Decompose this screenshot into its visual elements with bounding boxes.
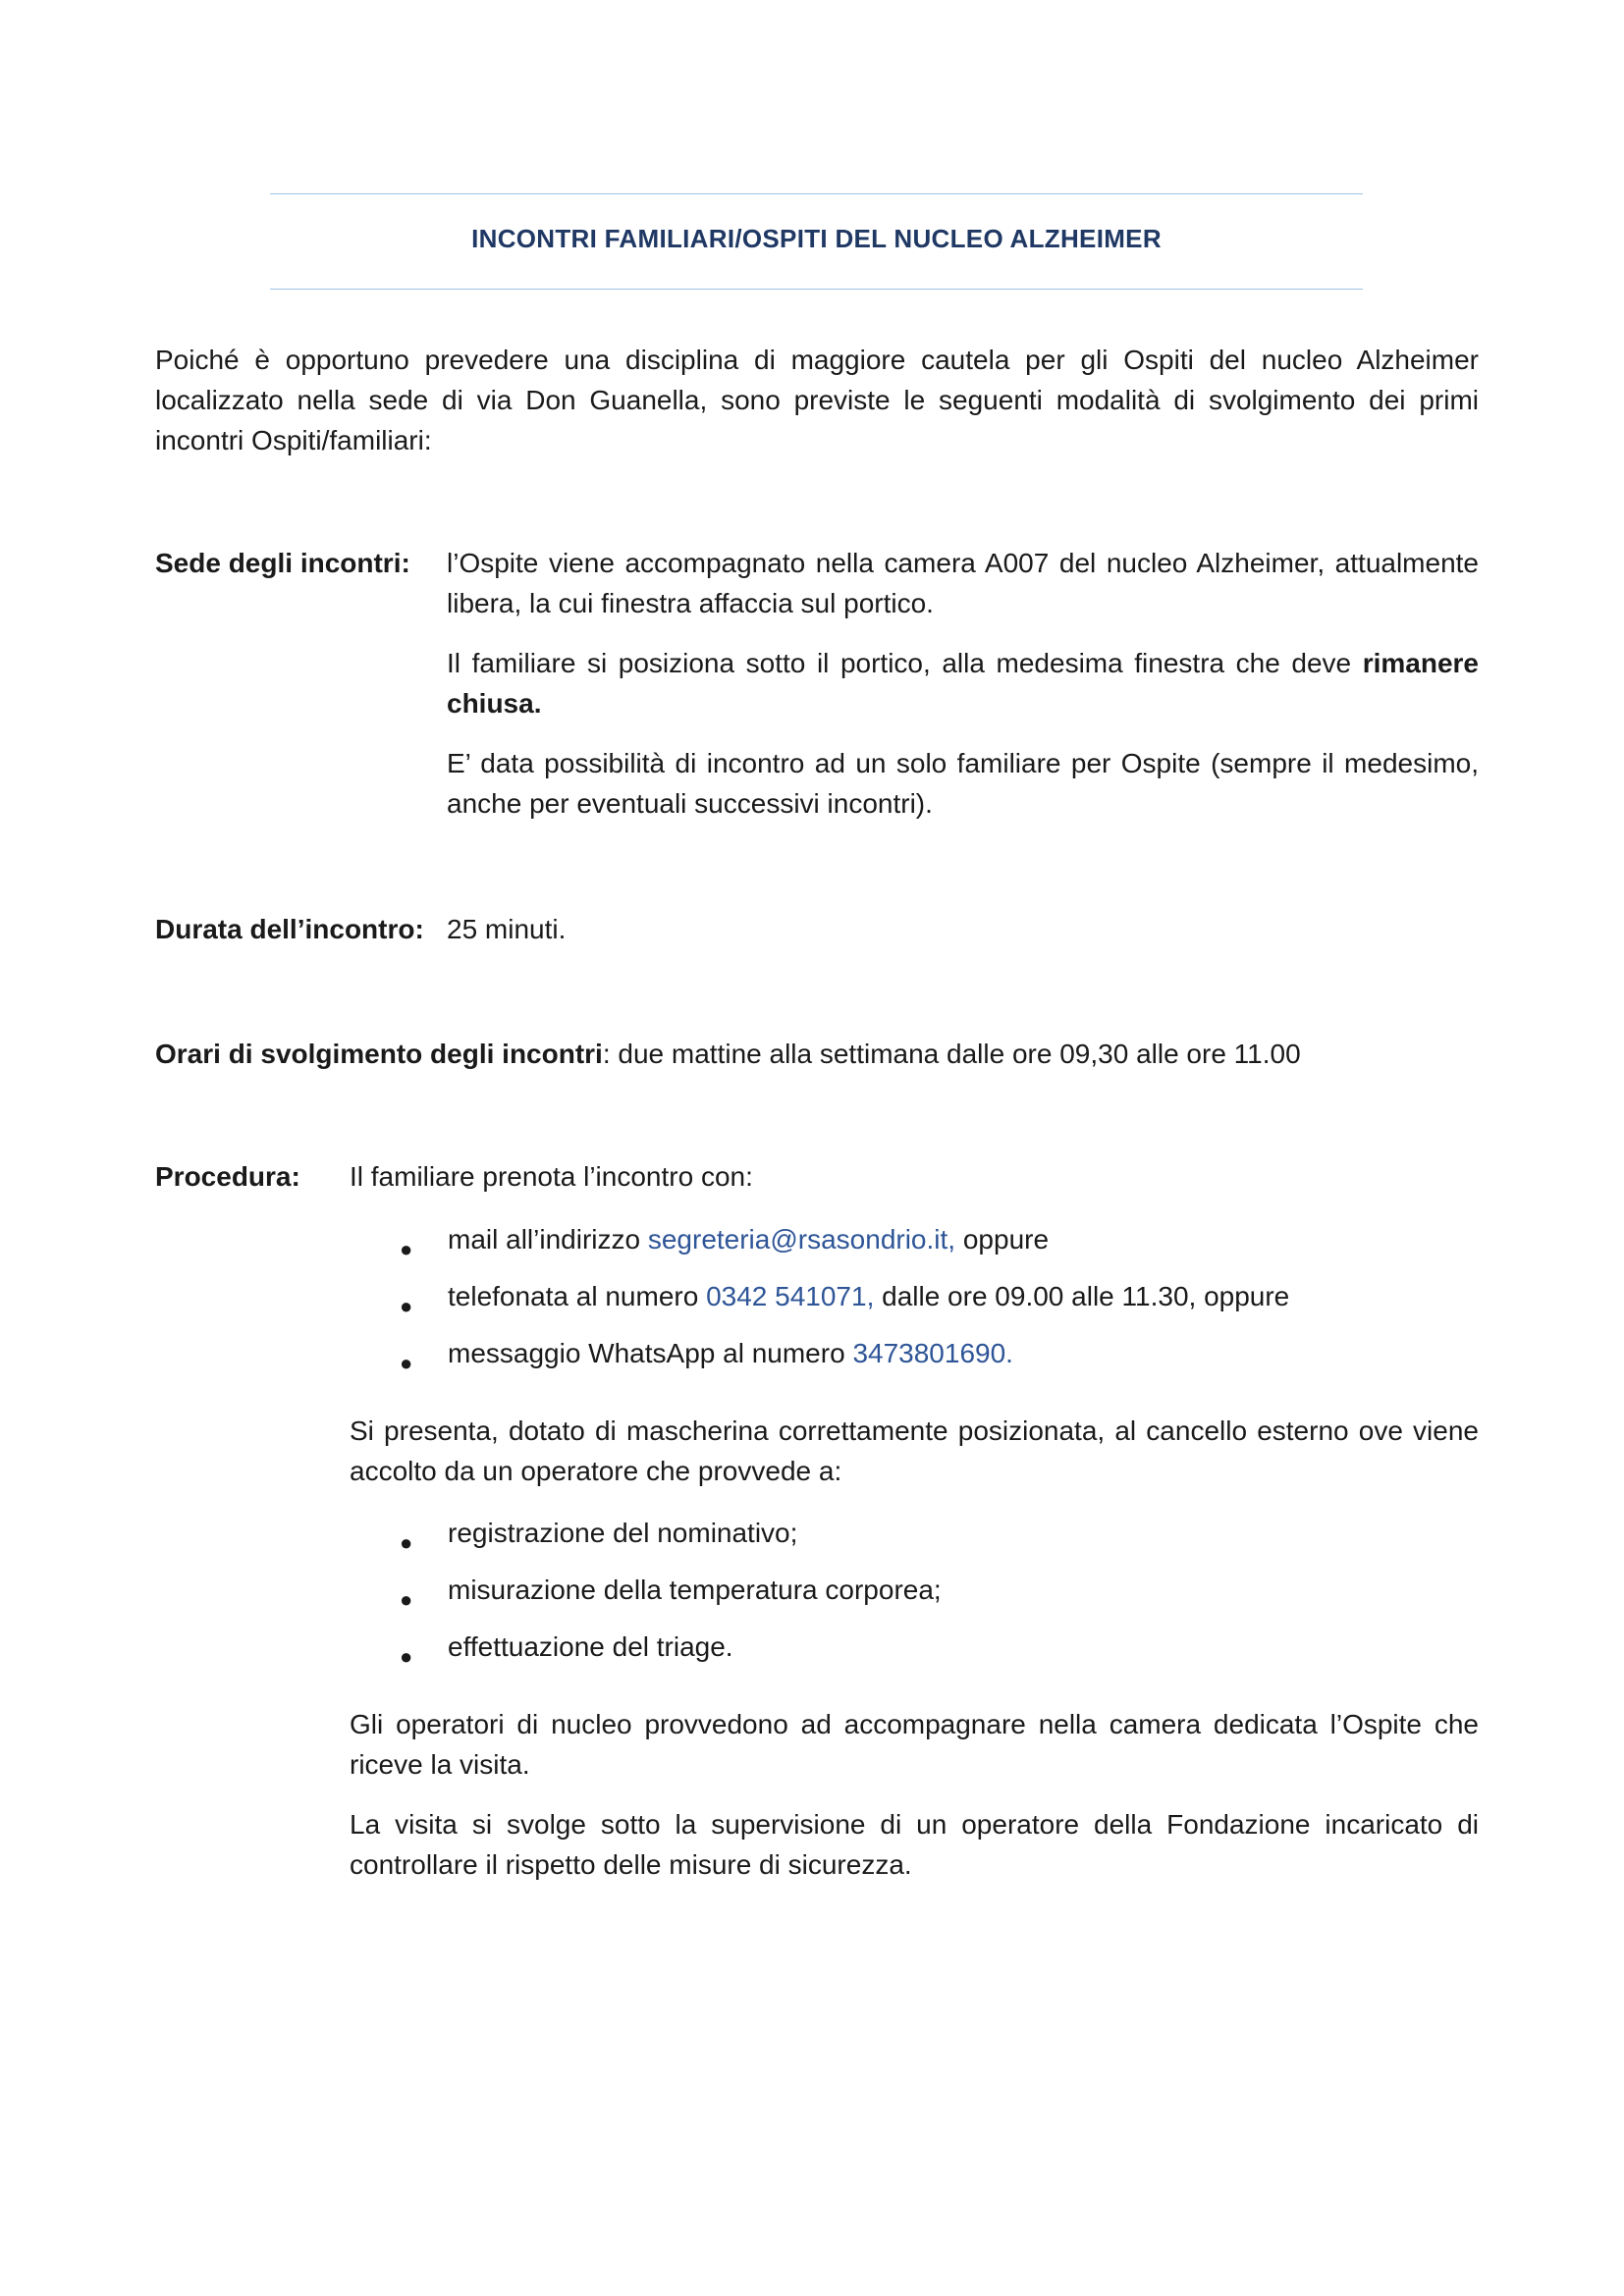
orari-label: Orari di svolgimento degli incontri bbox=[155, 1039, 603, 1069]
sede-body bbox=[447, 543, 1479, 843]
title-bottom-rule bbox=[270, 289, 1363, 290]
sede-paragraph-2 bbox=[447, 643, 1479, 723]
list-item: ● misurazione della temperatura corporea; bbox=[350, 1570, 1479, 1610]
durata-value: 25 minuti. bbox=[447, 914, 567, 944]
page-title: INCONTRI FAMILIARI/OSPITI DEL NUCLEO ALZHEIMER bbox=[471, 224, 1162, 253]
sede-paragraph-3: E’ data possibilità di incontro ad un solo familiare per Ospite (sempre il medesimo, anche per eventuali successivi incontri). bbox=[447, 748, 1479, 819]
presenta-paragraph: Si presenta, dotato di mascherina correttamente posizionata, al cancello esterno ove viene accolto da un operatore che provvede a: bbox=[350, 1415, 1479, 1486]
bullet-icon: ● bbox=[400, 1351, 413, 1375]
list-item: ● registrazione del nominativo; bbox=[350, 1513, 1479, 1553]
sede-paragraph-1: l’Ospite viene accompagnato nella camera A007 del nucleo Alzheimer, attualmente libera, la cui finestra affaccia sul portico. bbox=[447, 548, 1479, 618]
bullet-icon: ● bbox=[400, 1587, 413, 1612]
email-link[interactable]: segreteria@rsasondrio.it, bbox=[647, 1224, 956, 1255]
procedura-label: Procedura: bbox=[155, 1161, 300, 1192]
orari-value: : due mattine alla settimana dalle ore 09,30 alle ore 11.00 bbox=[602, 1039, 1301, 1069]
bullet-icon: ● bbox=[400, 1294, 413, 1318]
list-item: ● messaggio WhatsApp al numero 3473801690. bbox=[350, 1333, 1479, 1373]
sede-paragraph-2-bold: rimanere chiusa. bbox=[447, 648, 1479, 719]
sede-label: Sede degli incontri: bbox=[155, 548, 410, 578]
orari-line bbox=[155, 1034, 1479, 1074]
contact-list bbox=[350, 1219, 1479, 1390]
list-item: ● telefonata al numero 0342 541071, dalle ore 09.00 alle 11.30, oppure bbox=[350, 1276, 1479, 1316]
durata-label: Durata dell’incontro: bbox=[155, 914, 424, 944]
visita-paragraph: La visita si svolge sotto la supervisione di un operatore della Fondazione incaricato di controllare il rispetto delle misure di sicurezza. bbox=[350, 1809, 1479, 1880]
intro-paragraph: Poiché è opportuno prevedere una disciplina di maggiore cautela per gli Ospiti del nucleo Alzheimer localizzato nella sede di via Don Guanella, sono previste le seguenti modalità di svolgimento dei primi incontri Ospiti/familiari: bbox=[155, 345, 1479, 455]
list-item: ● mail all’indirizzo segreteria@rsasondrio.it, oppure bbox=[350, 1219, 1479, 1259]
bullet-icon: ● bbox=[400, 1644, 413, 1669]
operatori-paragraph: Gli operatori di nucleo provvedono ad accompagnare nella camera dedicata l’Ospite che riceve la visita. bbox=[350, 1709, 1479, 1780]
list-item: ● effettuazione del triage. bbox=[350, 1627, 1479, 1667]
sede-paragraph-2-text: Il familiare si posiziona sotto il portico, alla medesima finestra che deve bbox=[447, 648, 1363, 678]
bullet-icon: ● bbox=[400, 1237, 413, 1261]
whatsapp-link[interactable]: 3473801690. bbox=[852, 1338, 1013, 1368]
phone-link[interactable]: 0342 541071, bbox=[706, 1281, 875, 1311]
title-top-rule bbox=[270, 193, 1363, 194]
steps-list bbox=[350, 1513, 1479, 1683]
bullet-icon: ● bbox=[400, 1530, 413, 1555]
procedura-intro: Il familiare prenota l’incontro con: bbox=[350, 1161, 753, 1192]
